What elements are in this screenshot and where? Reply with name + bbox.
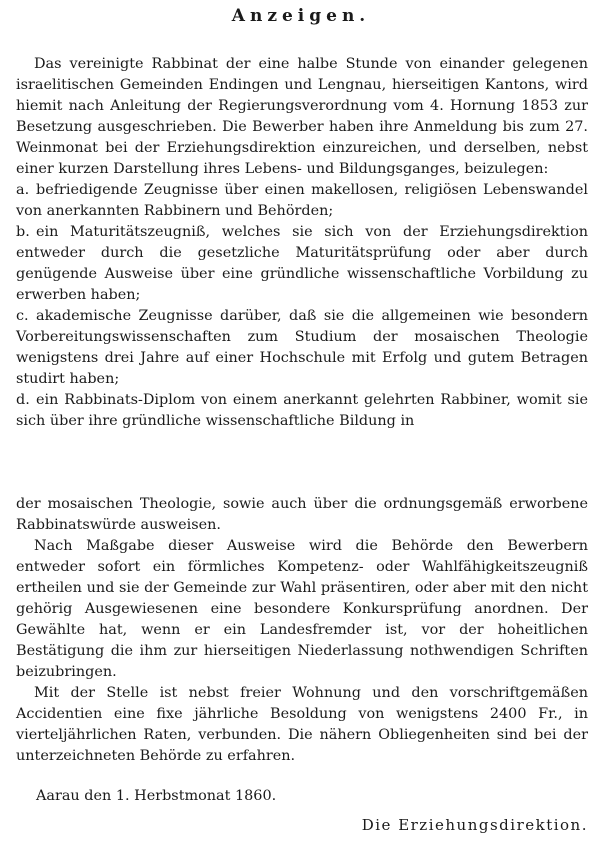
item-marker: b.	[16, 224, 30, 240]
item-text: ein Rabbinats-Diplom von einem anerkannt gelehrten Rabbiner, womit sie sich über ihre gründliche wissenschaftliche Bildung in	[16, 392, 588, 429]
item-text: ein Maturitätszeugniß, welches sie sich von der Erziehungsdirektion entweder durch die gesetzliche Maturitätsprüfung oder aber durch genügende Ausweise über eine gründliche wissenschaftliche Vorbildung zu erwerben haben;	[16, 224, 588, 303]
signature: Die Erziehungsdirektion.	[361, 816, 588, 834]
item-marker: d.	[16, 392, 30, 408]
announcement-body-continued	[16, 494, 588, 767]
salary-paragraph: Mit der Stelle ist nebst freier Wohnung und den vorschriftgemäßen Accidentien eine fixe jährliche Besoldung von wenigstens 2400 Fr., in vierteljährlichen Raten, verbunden. Die nähern Obliegenheiten sind bei der unterzeichneten Behörde zu erfahren.	[16, 685, 588, 764]
requirement-item-c	[16, 306, 588, 390]
item-marker: c.	[16, 308, 29, 324]
item-marker: a.	[16, 182, 30, 198]
requirement-item-d	[16, 390, 588, 432]
intro-paragraph: Das vereinigte Rabbinat der eine halbe Stunde von einander gelegenen israelitischen Gemeinden Endingen und Lengnau, hierseitigen Kantons, wird hiemit nach Anleitung der Regierungsverordnung vom 4. Hornung 1853 zur Besetzung ausgeschrieben. Die Bewerber haben ihre Anmeldung bis zum 27. Weinmonat bei der Erziehungsdirektion einzureichen, und derselben, nebst einer kurzen Darstellung ihres Lebens- und Bildungsganges, beizulegen:	[16, 56, 588, 177]
procedure-paragraph: Nach Maßgabe dieser Ausweise wird die Behörde den Bewerbern entweder sofort ein förmliches Kompetenz- oder Wahlfähigkeitszeugniß ertheilen und sie der Gemeinde zur Wahl präsentiren, oder aber mit den nicht gehörig Ausgewiesenen eine besondere Konkursprüfung anordnen. Der Gewählte hat, wenn er ein Landesfremder ist, vor der hoheitlichen Bestätigung die ihm zur hierseitigen Niederlassung nothwendigen Schriften beizubringen.	[16, 538, 588, 680]
date-line: Aarau den 1. Herbstmonat 1860.	[36, 788, 277, 804]
document-heading: Anzeigen.	[231, 6, 371, 26]
item-text: befriedigende Zeugnisse über einen makellosen, religiösen Lebenswandel von anerkannten Rabbinern und Behörden;	[16, 182, 588, 219]
item-text: akademische Zeugnisse darüber, daß sie die allgemeinen wie besondern Vorbereitungswissenschaften zum Studium der mosaischen Theologie wenigstens drei Jahre auf einer Hochschule mit Erfolg und gutem Betragen studirt haben;	[16, 308, 588, 387]
announcement-body	[16, 54, 588, 432]
continuation-text: der mosaischen Theologie, sowie auch über die ordnungsgemäß erworbene Rabbinatswürde ausweisen.	[16, 496, 588, 533]
requirement-item-b	[16, 222, 588, 306]
requirement-item-a	[16, 180, 588, 222]
